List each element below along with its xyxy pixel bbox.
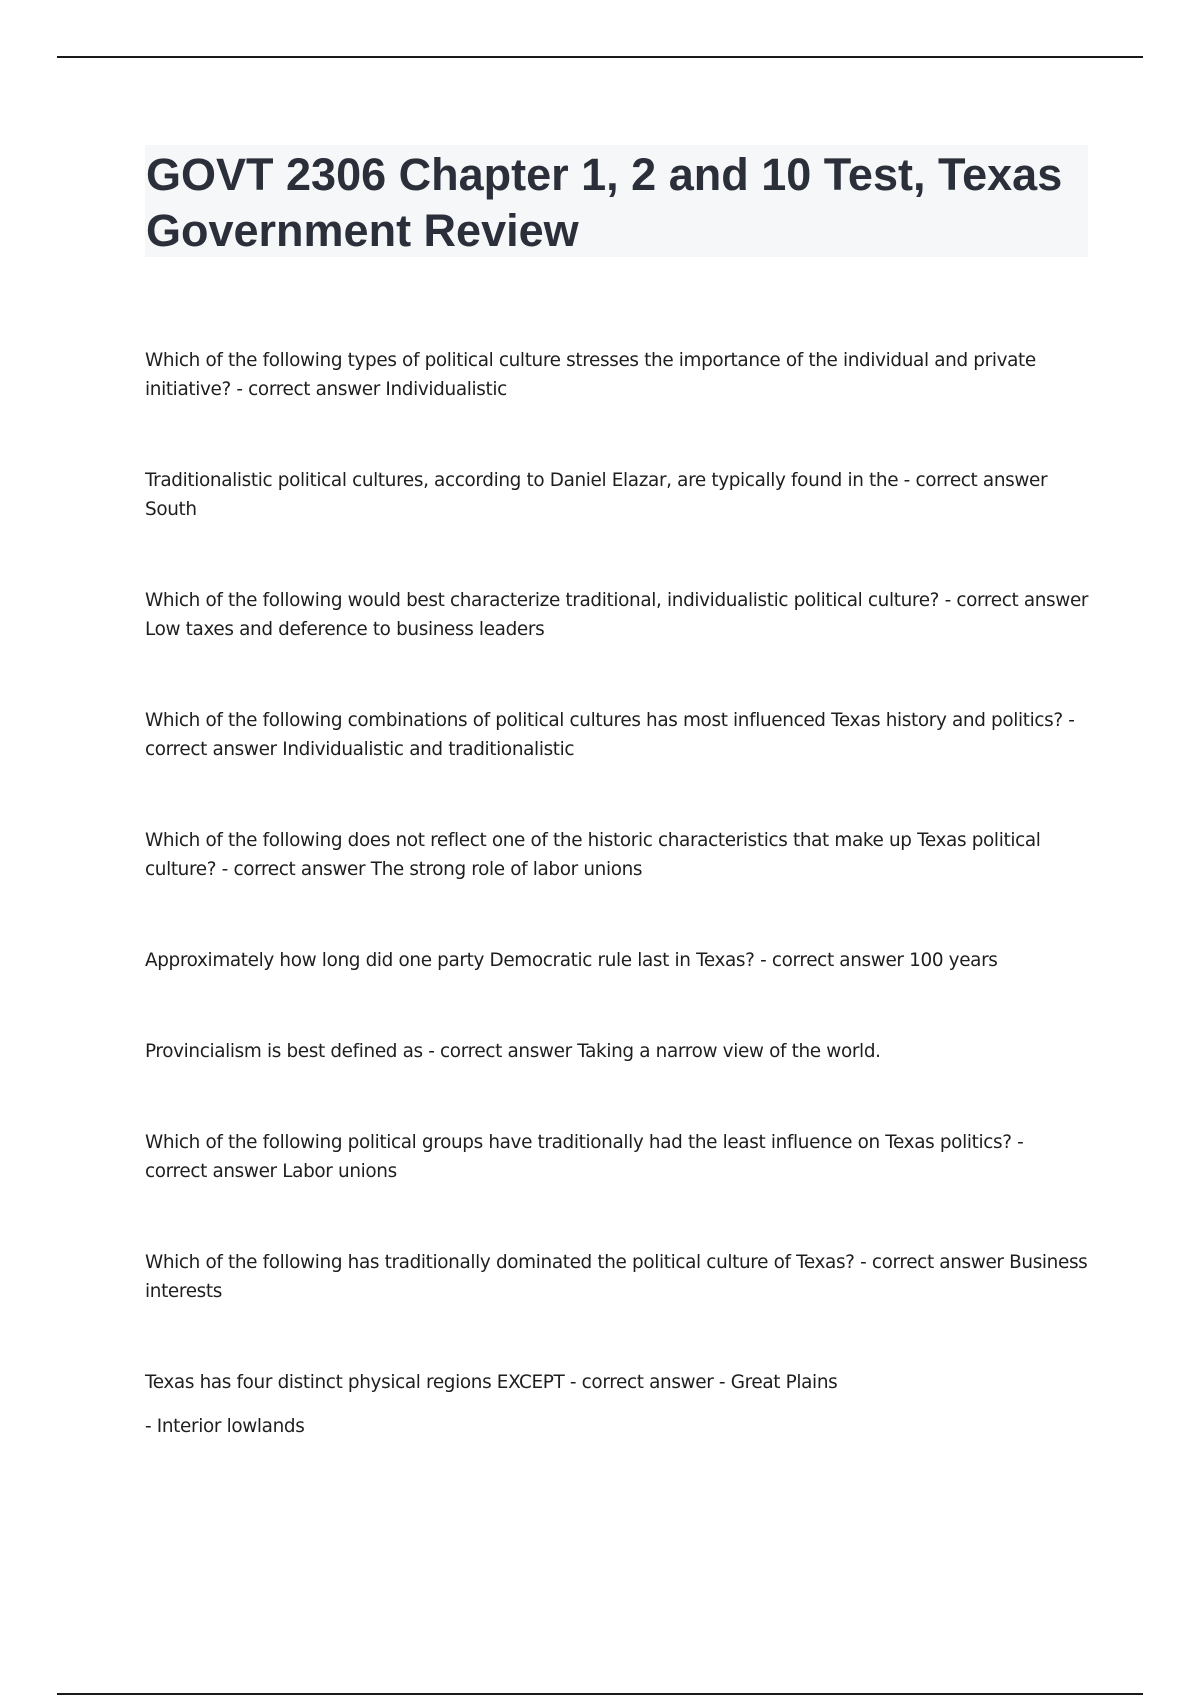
qa-item: Which of the following types of political culture stresses the importance of the individual and private initiative? - correct answer Individualistic <box>145 350 1036 400</box>
qa-item-continuation: - Interior lowlands <box>145 1416 305 1437</box>
qa-item: Which of the following does not reflect one of the historic characteristics that make up Texas political culture? - correct answer The strong role of labor unions <box>145 830 1041 880</box>
qa-item: Texas has four distinct physical regions EXCEPT - correct answer - Great Plains <box>145 1372 838 1393</box>
qa-item: Which of the following would best characterize traditional, individualistic political culture? - correct answer Low taxes and deference to business leaders <box>145 590 1089 640</box>
bottom-divider <box>57 1693 1143 1695</box>
document-title: GOVT 2306 Chapter 1, 2 and 10 Test, Texas Government Review <box>146 149 1063 256</box>
qa-item: Which of the following political groups have traditionally had the least influence on Texas politics? - correct answer Labor unions <box>145 1132 1024 1182</box>
question-list <box>145 346 1090 1441</box>
top-divider <box>57 56 1143 58</box>
qa-item: Approximately how long did one party Democratic rule last in Texas? - correct answer 100 years <box>145 950 998 971</box>
qa-item: Which of the following has traditionally dominated the political culture of Texas? - correct answer Business interests <box>145 1252 1088 1302</box>
qa-item: Provincialism is best defined as - correct answer Taking a narrow view of the world. <box>145 1041 881 1062</box>
qa-item: Traditionalistic political cultures, according to Daniel Elazar, are typically found in the - correct answer South <box>145 470 1048 520</box>
qa-item: Which of the following combinations of political cultures has most influenced Texas history and politics? - correct answer Individualistic and traditionalistic <box>145 710 1075 760</box>
